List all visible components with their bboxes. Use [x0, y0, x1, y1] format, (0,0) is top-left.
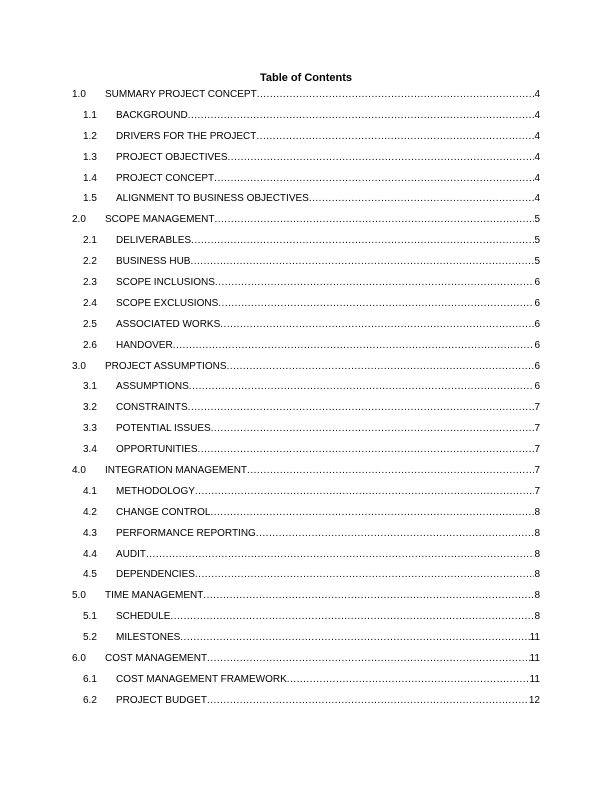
toc-entry-number: 2.2	[83, 256, 97, 268]
toc-entry-number: 6.0	[72, 652, 86, 664]
toc-entry[interactable]	[72, 523, 540, 544]
table-of-contents	[72, 84, 540, 711]
toc-entry-page-number: 11	[529, 632, 540, 644]
toc-entry-page-number: 5	[534, 235, 540, 247]
toc-entry[interactable]	[72, 335, 540, 356]
toc-dot-leader	[195, 569, 535, 580]
toc-entry[interactable]	[72, 627, 540, 648]
toc-entry-label-wrap	[116, 173, 534, 184]
toc-entry-number: 1.4	[83, 172, 97, 184]
toc-entry-page-number: 7	[534, 444, 540, 456]
toc-entry-label: TIME MANAGEMENT	[105, 590, 204, 602]
toc-entry[interactable]	[72, 376, 540, 397]
toc-entry-label: ALIGNMENT TO BUSINESS OBJECTIVES	[116, 193, 309, 205]
toc-entry[interactable]	[72, 251, 540, 272]
toc-entry-label-wrap	[105, 89, 534, 100]
toc-dot-leader	[211, 423, 535, 434]
toc-entry-label: PROJECT OBJECTIVES	[116, 151, 228, 163]
toc-entry-label-wrap	[116, 674, 530, 685]
toc-entry[interactable]	[72, 272, 540, 293]
toc-entry-label-wrap	[116, 110, 534, 121]
toc-entry-label: POTENTIAL ISSUES	[116, 423, 211, 435]
toc-entry-page-number: 4	[534, 193, 540, 205]
toc-entry-page-number: 8	[534, 548, 540, 560]
toc-entry-number: 1.1	[83, 109, 97, 121]
toc-dot-leader	[173, 340, 535, 351]
toc-dot-leader	[188, 110, 535, 121]
toc-entry-page-number: 6	[534, 297, 540, 309]
toc-entry-page-number: 7	[534, 464, 540, 476]
toc-entry-page-number: 4	[534, 151, 540, 163]
toc-entry[interactable]	[72, 481, 540, 502]
toc-entry-label: DELIVERABLES	[116, 235, 192, 247]
toc-entry-label-wrap	[116, 444, 534, 455]
toc-entry-page-number: 6	[534, 381, 540, 393]
toc-entry-page-number: 8	[534, 506, 540, 518]
toc-entry-number: 3.3	[83, 423, 97, 435]
toc-dot-leader	[195, 486, 535, 497]
toc-dot-leader	[215, 277, 535, 288]
toc-entry-page-number: 7	[534, 485, 540, 497]
toc-title: Table of Contents	[259, 72, 353, 84]
toc-entry-page-number: 12	[528, 694, 540, 706]
toc-dot-leader	[170, 611, 534, 622]
toc-entry[interactable]	[72, 564, 540, 585]
toc-entry-number: 4.3	[83, 527, 97, 539]
toc-dot-leader	[189, 381, 535, 392]
toc-entry-label-wrap	[116, 549, 534, 560]
toc-entry[interactable]	[72, 84, 540, 105]
toc-dot-leader	[207, 653, 530, 664]
toc-dot-leader	[247, 465, 534, 476]
toc-dot-leader	[190, 256, 534, 267]
toc-entry[interactable]	[72, 209, 540, 230]
toc-entry-label: COST MANAGEMENT FRAMEWORK	[116, 673, 287, 685]
toc-entry-page-number: 8	[534, 590, 540, 602]
toc-entry-label: MILESTONES	[116, 632, 181, 644]
toc-entry[interactable]	[72, 126, 540, 147]
toc-dot-leader	[228, 152, 535, 163]
toc-entry-page-number: 5	[534, 214, 540, 226]
toc-entry-page-number: 6	[534, 318, 540, 330]
toc-entry-label-wrap	[116, 402, 534, 413]
toc-entry-label: COST MANAGEMENT	[105, 652, 208, 664]
toc-entry[interactable]	[72, 418, 540, 439]
toc-entry[interactable]	[72, 544, 540, 565]
toc-entry-page-number: 11	[529, 673, 540, 685]
toc-entry-label: SCHEDULE	[116, 611, 171, 623]
toc-entry-label: SCOPE MANAGEMENT	[105, 214, 215, 226]
toc-entry-page-number: 4	[534, 109, 540, 121]
toc-entry-label-wrap	[116, 695, 529, 706]
toc-entry-number: 2.5	[83, 318, 97, 330]
toc-entry-label: SUMMARY PROJECT CONCEPT	[105, 88, 257, 100]
toc-entry-label: BACKGROUND	[116, 109, 188, 121]
toc-entry-page-number: 4	[534, 130, 540, 142]
toc-entry-label-wrap	[116, 319, 534, 330]
toc-entry-label: CHANGE CONTROL	[116, 506, 211, 518]
toc-entry-page-number: 4	[534, 88, 540, 100]
toc-entry[interactable]	[72, 690, 540, 711]
toc-entry-label-wrap	[116, 340, 534, 351]
toc-entry[interactable]	[72, 168, 540, 189]
toc-entry[interactable]	[72, 397, 540, 418]
toc-entry-number: 1.0	[72, 88, 86, 100]
toc-entry-label-wrap	[116, 298, 534, 309]
toc-entry-number: 5.2	[83, 632, 97, 644]
toc-entry-number: 4.4	[83, 548, 97, 560]
toc-entry[interactable]	[72, 606, 540, 627]
toc-entry-label: DRIVERS FOR THE PROJECT	[116, 130, 257, 142]
toc-entry-number: 4.5	[83, 569, 97, 581]
toc-entry-label-wrap	[116, 423, 534, 434]
toc-entry[interactable]	[72, 188, 540, 209]
toc-entry[interactable]	[72, 585, 540, 606]
toc-entry-page-number: 8	[534, 569, 540, 581]
toc-dot-leader	[256, 131, 534, 142]
toc-entry-label: METHODOLOGY	[116, 485, 195, 497]
toc-entry[interactable]	[72, 460, 540, 481]
toc-entry-label: PROJECT ASSUMPTIONS	[105, 360, 227, 372]
toc-entry[interactable]	[72, 230, 540, 251]
toc-entry[interactable]	[72, 502, 540, 523]
toc-dot-leader	[218, 298, 534, 309]
toc-entry-number: 2.0	[72, 214, 86, 226]
toc-entry-number: 1.2	[83, 130, 97, 142]
toc-entry-label-wrap	[116, 486, 534, 497]
toc-entry[interactable]	[72, 147, 540, 168]
toc-entry-number: 4.2	[83, 506, 97, 518]
toc-dot-leader	[220, 319, 534, 330]
toc-entry-label-wrap	[116, 611, 534, 622]
toc-dot-leader	[146, 549, 534, 560]
toc-entry-label-wrap	[116, 569, 534, 580]
toc-entry-number: 2.3	[83, 276, 97, 288]
toc-dot-leader	[256, 528, 535, 539]
toc-entry[interactable]	[72, 439, 540, 460]
toc-entry-number: 1.5	[83, 193, 97, 205]
toc-dot-leader	[203, 590, 534, 601]
toc-entry-label: BUSINESS HUB	[116, 256, 191, 268]
toc-dot-leader	[214, 214, 534, 225]
toc-entry-page-number: 8	[534, 611, 540, 623]
toc-entry-page-number: 7	[534, 423, 540, 435]
toc-entry-label-wrap	[116, 256, 534, 267]
toc-entry-label: ASSUMPTIONS	[116, 381, 189, 393]
toc-entry-label: INTEGRATION MANAGEMENT	[105, 464, 248, 476]
toc-entry-label-wrap	[116, 381, 534, 392]
toc-entry-label-wrap	[116, 632, 530, 643]
toc-entry-number: 1.3	[83, 151, 97, 163]
toc-entry-number: 3.1	[83, 381, 97, 393]
toc-entry-label-wrap	[116, 507, 534, 518]
toc-dot-leader	[180, 632, 529, 643]
toc-entry-page-number: 6	[534, 276, 540, 288]
toc-entry-number: 5.0	[72, 590, 86, 602]
toc-entry-number: 3.2	[83, 402, 97, 414]
toc-dot-leader	[191, 235, 534, 246]
toc-entry-label-wrap	[105, 590, 534, 601]
toc-entry-label: PROJECT CONCEPT	[116, 172, 215, 184]
toc-entry-label-wrap	[116, 131, 534, 142]
toc-entry-label: ASSOCIATED WORKS	[116, 318, 221, 330]
toc-entry-label: HANDOVER	[116, 339, 173, 351]
toc-dot-leader	[207, 695, 529, 706]
toc-dot-leader	[210, 507, 534, 518]
toc-entry-number: 6.1	[83, 673, 97, 685]
toc-dot-leader	[227, 361, 535, 372]
toc-entry-label: AUDIT	[116, 548, 146, 560]
toc-entry-number: 2.4	[83, 297, 97, 309]
toc-entry-label-wrap	[116, 152, 534, 163]
toc-entry-label-wrap	[116, 235, 534, 246]
toc-entry[interactable]	[72, 314, 540, 335]
toc-entry-number: 6.2	[83, 694, 97, 706]
toc-entry-label-wrap	[116, 193, 534, 204]
toc-entry-page-number: 8	[534, 527, 540, 539]
toc-entry-label-wrap	[105, 653, 530, 664]
toc-entry[interactable]	[72, 356, 540, 377]
toc-entry-page-number: 11	[529, 652, 540, 664]
toc-entry-page-number: 5	[534, 256, 540, 268]
toc-dot-leader	[188, 402, 535, 413]
toc-dot-leader	[287, 674, 530, 685]
toc-entry-label: CONSTRAINTS	[116, 402, 188, 414]
toc-entry-number: 3.0	[72, 360, 86, 372]
toc-dot-leader	[257, 89, 535, 100]
toc-entry-label: SCOPE EXCLUSIONS	[116, 297, 219, 309]
toc-entry-label: SCOPE INCLUSIONS	[116, 276, 215, 288]
toc-entry-number: 2.6	[83, 339, 97, 351]
toc-entry-page-number: 7	[534, 402, 540, 414]
toc-entry-label-wrap	[105, 361, 534, 372]
toc-entry-label: PROJECT BUDGET	[116, 694, 207, 706]
toc-entry-number: 4.1	[83, 485, 97, 497]
toc-entry-page-number: 4	[534, 172, 540, 184]
toc-dot-leader	[214, 173, 534, 184]
toc-entry-page-number: 6	[534, 360, 540, 372]
toc-entry[interactable]	[72, 105, 540, 126]
toc-entry-label-wrap	[116, 528, 534, 539]
toc-entry-label: PERFORMANCE REPORTING	[116, 527, 256, 539]
toc-entry-label: OPPORTUNITIES	[116, 444, 198, 456]
toc-entry-page-number: 6	[534, 339, 540, 351]
toc-entry-label-wrap	[105, 465, 534, 476]
toc-dot-leader	[198, 444, 535, 455]
toc-entry-number: 2.1	[83, 235, 97, 247]
toc-entry-label-wrap	[116, 277, 534, 288]
toc-entry-number: 3.4	[83, 444, 97, 456]
toc-entry-label: DEPENDENCIES	[116, 569, 195, 581]
toc-entry-number: 4.0	[72, 464, 86, 476]
toc-entry-label-wrap	[105, 214, 534, 225]
toc-dot-leader	[309, 193, 535, 204]
toc-entry[interactable]	[72, 648, 540, 669]
toc-entry[interactable]	[72, 293, 540, 314]
toc-entry[interactable]	[72, 669, 540, 690]
toc-entry-number: 5.1	[83, 611, 97, 623]
